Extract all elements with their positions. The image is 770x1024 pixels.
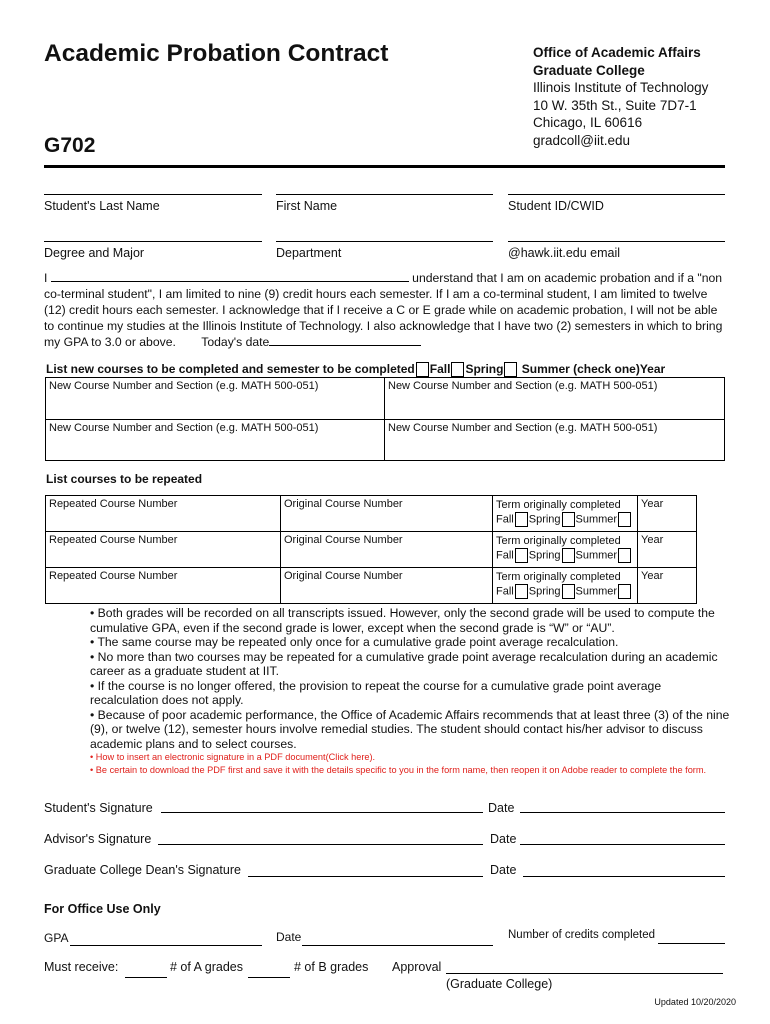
office-name: Office of Academic Affairs (533, 45, 701, 60)
agreement-paragraph (44, 270, 728, 350)
summer-label: Summer (575, 513, 618, 526)
repeated-course-cell[interactable] (46, 496, 281, 532)
approval-label: Approval (392, 960, 442, 974)
term-cell (493, 496, 638, 532)
form-code: G702 (44, 134, 96, 157)
bullet-text: Because of poor academic performance, the Office of Academic Affairs recommends that at least three (3) of the nine (9), or twelve (12), semester hours involve remedial studies. The student should contact his/her advisor to discuss academic plans and to select courses. (90, 707, 730, 751)
institute-name: Illinois Institute of Technology (533, 80, 709, 95)
office-use-heading: For Office Use Only (44, 902, 161, 916)
new-course-cell[interactable] (46, 378, 385, 420)
todays-date-label: Today's date (201, 335, 270, 349)
office-date-label: Date (276, 930, 302, 944)
repeated-courses-heading: List courses to be repeated (46, 472, 203, 486)
repeated-course-label: Repeated Course Number (49, 570, 178, 582)
term-label: Term originally completed (496, 499, 621, 511)
fall-checkbox[interactable] (515, 584, 528, 599)
dean-date-field[interactable] (523, 876, 725, 877)
degree-major-field[interactable] (44, 241, 262, 242)
signature-help-link[interactable]: How to insert an electronic signature in a PDF document(Click here). (95, 752, 376, 762)
summer-checkbox[interactable] (618, 512, 631, 527)
new-course-cell-label: New Course Number and Section (e.g. MATH 500-051) (49, 380, 319, 392)
summer-checkbox[interactable] (618, 548, 631, 563)
table-row (46, 568, 697, 604)
graduate-college-label: (Graduate College) (446, 977, 553, 991)
street-address: 10 W. 35th St., Suite 7D7-1 (533, 97, 697, 113)
email-field[interactable] (508, 241, 725, 242)
policy-bullets (90, 606, 730, 777)
spring-checkbox[interactable] (562, 584, 575, 599)
office-date-field[interactable] (302, 945, 493, 946)
summer-label: Summer (check one) (521, 362, 640, 376)
fall-checkbox[interactable] (515, 548, 528, 563)
advisor-signature-field[interactable] (158, 844, 483, 845)
list-item: • How to insert an electronic signature in a PDF document(Click here). (90, 752, 376, 762)
gpa-label: GPA (44, 931, 69, 945)
fall-label: Fall (496, 585, 514, 598)
repeated-course-label: Repeated Course Number (49, 534, 178, 546)
spring-checkbox[interactable] (562, 512, 575, 527)
list-item: • Be certain to download the PDF first and save it with the details specific to you in the form name, then reopen it on Adobe reader to complete the form. (90, 765, 707, 775)
student-signature-label: Student's Signature (44, 801, 153, 815)
fall-label: Fall (429, 362, 451, 376)
term-cell (493, 568, 638, 604)
bullet-text: Both grades will be recorded on all transcripts issued. However, only the second grade will be used to compute the cumulative GPA, even if the second grade is lower, except when the second grade is “W” or “AU”. (90, 606, 715, 635)
original-course-label: Original Course Number (284, 498, 403, 510)
new-course-cell[interactable] (385, 420, 725, 461)
repeated-courses-table (45, 495, 697, 604)
original-course-cell[interactable] (281, 532, 493, 568)
spring-checkbox[interactable] (562, 548, 575, 563)
must-receive-label: Must receive: (44, 960, 119, 974)
new-course-cell-label: New Course Number and Section (e.g. MATH 500-051) (388, 380, 658, 392)
student-signature-field[interactable] (161, 812, 483, 813)
office-address (533, 44, 708, 149)
b-grades-field[interactable] (248, 977, 290, 978)
first-name-field[interactable] (276, 194, 493, 195)
student-date-field[interactable] (520, 812, 725, 813)
approval-field[interactable] (446, 973, 723, 974)
new-courses-heading-text: List new courses to be completed and semester to be completed (46, 362, 415, 376)
last-name-field[interactable] (44, 194, 262, 195)
spring-label: Spring (465, 362, 504, 376)
original-course-cell[interactable] (281, 496, 493, 532)
advisor-signature-label: Advisor's Signature (44, 832, 152, 846)
new-course-cell[interactable] (385, 378, 725, 420)
credits-label: Number of credits completed (508, 929, 656, 941)
spring-label: Spring (528, 513, 561, 526)
bullet-text: No more than two courses may be repeated for a cumulative grade point average recalculation during an academic career as a graduate student at IIT. (90, 649, 718, 678)
year-label: Year (641, 534, 664, 546)
page-title: Academic Probation Contract (44, 40, 389, 67)
new-courses-heading (46, 362, 665, 377)
term-cell (493, 532, 638, 568)
year-label: Year (641, 498, 664, 510)
student-id-label: Student ID/CWID (508, 199, 604, 213)
student-id-field[interactable] (508, 194, 725, 195)
department-field[interactable] (276, 241, 493, 242)
bullet-text: The same course may be repeated only once for a cumulative grade point average recalculation. (97, 635, 619, 649)
list-item: • Both grades will be recorded on all transcripts issued. However, only the second grade will be used to compute the cumulative GPA, even if the second grade is lower, except when the second grade is “W” or “AU”. (90, 606, 715, 635)
summer-checkbox[interactable] (504, 362, 517, 377)
term-label: Term originally completed (496, 535, 621, 547)
new-course-cell-label: New Course Number and Section (e.g. MATH 500-051) (388, 422, 658, 434)
fall-label: Fall (496, 513, 514, 526)
gpa-field[interactable] (70, 945, 262, 946)
b-grades-label: # of B grades (294, 960, 369, 974)
table-row (46, 532, 697, 568)
repeated-course-label: Repeated Course Number (49, 498, 178, 510)
repeated-course-cell[interactable] (46, 532, 281, 568)
year-cell[interactable] (638, 532, 697, 568)
original-course-label: Original Course Number (284, 534, 403, 546)
a-grades-label: # of A grades (170, 960, 243, 974)
spring-label: Spring (528, 585, 561, 598)
city-address: Chicago, IL 60616 (533, 115, 643, 130)
summer-label: Summer (575, 549, 618, 562)
header-divider (44, 165, 725, 168)
fall-checkbox[interactable] (515, 512, 528, 527)
office-email: gradcoll@iit.edu (533, 132, 631, 148)
agreement-prefix: I (44, 271, 48, 285)
list-item: • If the course is no longer offered, the provision to repeat the course for a cumulative grade point average recalculation does not apply. (90, 678, 662, 707)
dean-signature-label: Graduate College Dean's Signature (44, 863, 241, 877)
first-name-label: First Name (276, 199, 338, 213)
advisor-date-field[interactable] (520, 844, 725, 845)
email-label: @hawk.iit.edu email (508, 246, 621, 260)
new-course-cell[interactable] (46, 420, 385, 461)
list-item: • The same course may be repeated only once for a cumulative grade point average recalculation. (90, 635, 619, 649)
year-label: Year (639, 362, 666, 376)
year-label: Year (641, 570, 664, 582)
dean-signature-field[interactable] (248, 876, 483, 877)
repeated-course-cell[interactable] (46, 568, 281, 604)
term-label: Term originally completed (496, 571, 621, 583)
download-instructions: Be certain to download the PDF first and save it with the details specific to you in the form name, then reopen it on Adobe reader to complete the form. (95, 765, 707, 775)
a-grades-field[interactable] (125, 977, 167, 978)
new-courses-table (45, 377, 725, 461)
fall-checkbox[interactable] (416, 362, 429, 377)
fall-label: Fall (496, 549, 514, 562)
year-cell[interactable] (638, 496, 697, 532)
degree-major-label: Degree and Major (44, 246, 145, 260)
last-name-label: Student's Last Name (44, 199, 160, 213)
credits-field[interactable] (658, 943, 725, 944)
list-item: • No more than two courses may be repeated for a cumulative grade point average recalculation during an academic career as a graduate student at IIT. (90, 649, 718, 678)
year-cell[interactable] (638, 568, 697, 604)
department-label: Department (276, 246, 342, 260)
todays-date-field[interactable] (269, 334, 421, 346)
bullet-text: If the course is no longer offered, the provision to repeat the course for a cumulative grade point average recalculation does not apply. (90, 678, 662, 707)
spring-label: Spring (528, 549, 561, 562)
spring-checkbox[interactable] (451, 362, 464, 377)
dean-date-label: Date (490, 863, 517, 877)
original-course-label: Original Course Number (284, 570, 403, 582)
summer-checkbox[interactable] (618, 584, 631, 599)
updated-date: Updated 10/20/2020 (654, 997, 736, 1007)
original-course-cell[interactable] (281, 568, 493, 604)
table-row (46, 496, 697, 532)
new-course-cell-label: New Course Number and Section (e.g. MATH 500-051) (49, 422, 319, 434)
summer-label: Summer (575, 585, 618, 598)
name-fill-field[interactable] (51, 270, 409, 282)
student-date-label: Date (488, 801, 515, 815)
agreement-text: understand that I am on academic probation and if a "non co-terminal student", I am limited to nine (9) credit hours each semester. If I am a co-terminal student, I am limited to twelve (12) credit hours each semester. I acknowledge that if I receive a C or E grade while on academic probation, I will not be able to continue my studies at the Illinois Institute of Technology. I also acknowledge that I have two (2) semesters in which to bring my GPA to 3.0 or above. (44, 271, 723, 349)
advisor-date-label: Date (490, 832, 517, 846)
list-item: • Because of poor academic performance, the Office of Academic Affairs recommends that at least three (3) of the nine (9), or twelve (12), semester hours involve remedial studies. The student should contact his/her advisor to discuss academic plans and to select courses. (90, 707, 730, 751)
college-name: Graduate College (533, 62, 645, 78)
